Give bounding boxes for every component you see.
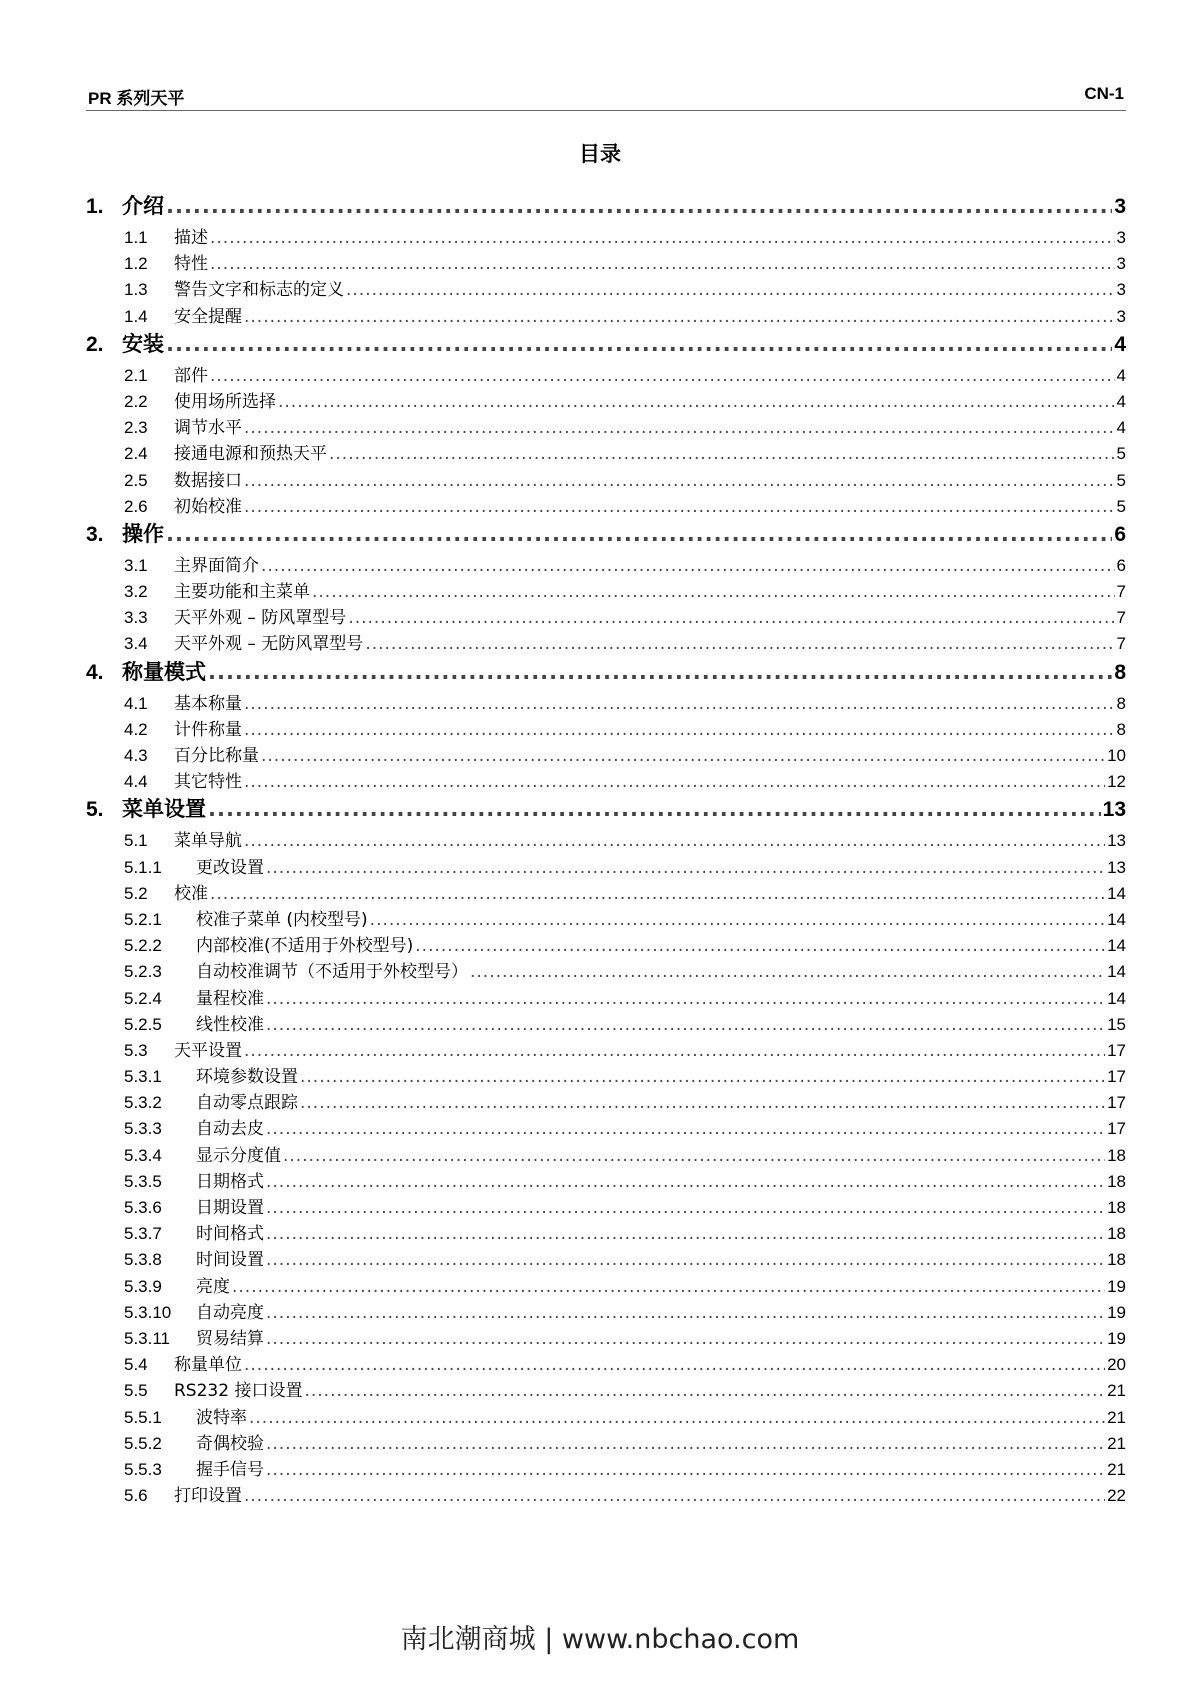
toc-leader-dots	[244, 418, 1115, 438]
toc-entry-page: 21	[1107, 1433, 1126, 1453]
toc-entry[interactable]	[86, 439, 1126, 465]
toc-entry[interactable]	[86, 492, 1126, 518]
toc-entry-number: 1.1	[124, 228, 148, 247]
toc-entry-title: 内部校准(不适用于外校型号)	[196, 936, 414, 957]
toc-entry-title: 时间格式	[196, 1224, 264, 1245]
toc-entry-number: 5.3.4	[124, 1145, 162, 1165]
toc-entry-page: 13	[1107, 831, 1126, 851]
toc-entry-page: 6	[1114, 522, 1126, 546]
toc-entry-page: 4	[1116, 391, 1126, 411]
toc-entry-title: 自动亮度	[196, 1302, 264, 1323]
toc-entry-title: 天平设置	[174, 1040, 242, 1061]
toc-entry-title: 主界面简介	[174, 555, 259, 576]
toc-entry-title: 百分比称量	[174, 746, 259, 766]
toc-entry-page: 14	[1107, 962, 1126, 982]
toc-leader-dots	[266, 989, 1105, 1009]
toc-leader-dots	[210, 884, 1105, 904]
toc-entry-page: 18	[1107, 1171, 1126, 1191]
toc-entry-number: 1.4	[124, 306, 148, 326]
toc-entry-title: 校准	[174, 883, 208, 904]
toc-entry-number: 2.6	[124, 496, 148, 516]
toc-leader-dots	[266, 1460, 1105, 1480]
toc-entry[interactable]	[86, 905, 1126, 931]
toc-entry-number: 5.3.9	[124, 1276, 162, 1296]
toc-entry-number: 5.3.7	[124, 1224, 162, 1244]
toc-leader-dots	[266, 1434, 1105, 1454]
toc-entry-page: 8	[1116, 719, 1126, 739]
toc-entry-page: 15	[1107, 1014, 1126, 1034]
toc-entry-number: 5.3.2	[124, 1093, 162, 1113]
toc-entry-title: 天平外观 – 无防风罩型号	[174, 634, 364, 655]
toc-entry[interactable]	[86, 853, 1126, 879]
toc-leader-dots	[210, 254, 1115, 274]
toc-leader-dots	[244, 307, 1115, 327]
toc-entry[interactable]	[86, 1429, 1126, 1455]
toc-entry-title: 称量单位	[174, 1355, 242, 1376]
toc-entry-page: 18	[1107, 1198, 1126, 1217]
toc-leader-dots	[249, 1408, 1105, 1428]
toc-entry-number: 4.1	[124, 693, 148, 713]
toc-entry-title: 显示分度值	[196, 1145, 281, 1166]
toc-entry[interactable]	[86, 1481, 1126, 1507]
toc-entry-page: 3	[1114, 195, 1126, 218]
toc-leader-dots	[244, 1355, 1105, 1375]
toc-entry[interactable]	[86, 1088, 1126, 1114]
toc-entry[interactable]	[86, 879, 1126, 905]
toc-entry-page: 13	[1102, 798, 1126, 822]
toc-entry-title: 自动校准调节（不适用于外校型号）	[196, 962, 468, 983]
toc-entry[interactable]	[86, 577, 1126, 603]
toc-entry-page: 3	[1116, 280, 1126, 300]
toc-entry-title: 菜单设置	[122, 797, 206, 822]
toc-entry-title: 主要功能和主菜单	[174, 582, 310, 603]
toc-entry-number: 5.2.1	[124, 909, 162, 929]
toc-entry[interactable]	[86, 413, 1126, 439]
toc-entry[interactable]	[86, 793, 1126, 826]
page-header	[86, 80, 1126, 111]
toc-leader-dots	[329, 444, 1115, 464]
toc-entry[interactable]	[86, 1403, 1126, 1429]
toc-entry-number: 3.3	[124, 608, 148, 628]
toc-leader-dots	[244, 831, 1105, 851]
toc-entry-number: 5.2	[124, 883, 148, 903]
toc-entry-number: 5.5.3	[124, 1459, 162, 1479]
table-of-contents	[86, 190, 1126, 1507]
toc-entry-number: 5.3.11	[124, 1328, 171, 1348]
toc-entry-number: 4.4	[124, 772, 148, 792]
toc-leader-dots	[232, 1277, 1105, 1297]
toc-entry-page: 8	[1116, 693, 1126, 713]
toc-entry[interactable]	[86, 741, 1126, 767]
toc-entry-title: 线性校准	[196, 1014, 264, 1035]
toc-entry-number: 5.2.4	[124, 988, 162, 1008]
toc-entry-page: 17	[1107, 1093, 1126, 1113]
toc-entry-number: 5.3	[124, 1040, 148, 1060]
toc-entry-number: 5.5.1	[124, 1407, 162, 1427]
toc-entry-number: 5.2.3	[124, 962, 162, 982]
toc-entry-page: 17	[1107, 1067, 1126, 1087]
toc-entry[interactable]	[86, 249, 1126, 275]
toc-entry-number: 3.4	[124, 634, 148, 654]
toc-entry-title: 量程校准	[196, 988, 264, 1009]
toc-entry-number: 4.	[86, 660, 104, 684]
toc-entry[interactable]	[86, 603, 1126, 629]
toc-heading: 目录	[579, 142, 621, 166]
toc-leader-dots	[266, 1198, 1105, 1218]
toc-leader-dots	[244, 497, 1115, 517]
toc-entry[interactable]	[86, 656, 1126, 689]
toc-leader-dots	[261, 746, 1105, 766]
toc-entry-title: 其它特性	[174, 772, 242, 793]
toc-entry[interactable]	[86, 302, 1126, 328]
toc-leader-dots	[244, 720, 1115, 740]
toc-entry[interactable]	[86, 190, 1126, 223]
toc-entry-number: 2.2	[124, 391, 148, 411]
toc-entry-title: 校准子菜单 (内校型号)	[196, 909, 368, 930]
toc-entry-page: 21	[1107, 1381, 1126, 1401]
toc-entry-number: 5.6	[124, 1486, 148, 1506]
toc-entry[interactable]	[86, 767, 1126, 793]
toc-entry-page: 8	[1114, 660, 1126, 684]
toc-entry-number: 2.4	[124, 444, 148, 464]
toc-entry[interactable]	[86, 826, 1126, 852]
toc-entry[interactable]	[86, 1036, 1126, 1062]
toc-entry-number: 5.1	[124, 831, 148, 851]
toc-entry-page: 18	[1107, 1145, 1126, 1165]
toc-leader-dots	[210, 366, 1115, 386]
toc-leader-dots	[300, 1093, 1105, 1113]
toc-leader-dots	[300, 1067, 1105, 1087]
toc-entry-page: 3	[1116, 228, 1126, 247]
toc-entry-number: 2.5	[124, 470, 148, 490]
toc-entry-number: 5.3.8	[124, 1250, 162, 1270]
toc-entry-title: 特性	[174, 254, 208, 275]
toc-leader-dots	[266, 1015, 1105, 1035]
toc-entry-title: 自动零点跟踪	[196, 1093, 298, 1114]
toc-leader-dots	[346, 280, 1115, 300]
toc-entry-title: RS232 接口设置	[174, 1381, 303, 1402]
toc-entry-title: 日期设置	[196, 1198, 264, 1218]
toc-leader-dots	[261, 556, 1115, 576]
toc-entry-number: 5.4	[124, 1355, 148, 1375]
toc-entry-title: 波特率	[196, 1407, 247, 1428]
toc-entry-page: 7	[1116, 634, 1126, 654]
toc-entry-number: 3.1	[124, 555, 148, 575]
toc-entry-title: 接通电源和预热天平	[174, 444, 327, 465]
toc-entry-title: 奇偶校验	[196, 1433, 264, 1454]
toc-entry-title: 描述	[174, 228, 208, 248]
toc-entry-title: 亮度	[196, 1276, 230, 1297]
toc-leader-dots	[266, 1119, 1105, 1139]
toc-entry-page: 14	[1107, 883, 1126, 903]
toc-entry[interactable]	[86, 629, 1126, 655]
toc-entry-number: 1.2	[124, 254, 148, 274]
toc-entry[interactable]	[86, 984, 1126, 1010]
toc-entry[interactable]	[86, 1141, 1126, 1167]
toc-entry-page: 10	[1107, 746, 1126, 765]
toc-entry-number: 2.	[86, 332, 104, 356]
toc-entry-title: 菜单导航	[174, 831, 242, 852]
toc-entry-number: 5.5	[124, 1381, 148, 1401]
toc-entry-number: 1.3	[124, 280, 148, 300]
toc-entry-page: 5	[1116, 444, 1126, 464]
toc-entry-title: 计件称量	[174, 719, 242, 740]
toc-entry-page: 18	[1107, 1250, 1126, 1270]
toc-entry-page: 4	[1116, 365, 1126, 385]
toc-leader-dots	[244, 471, 1115, 491]
toc-entry-page: 6	[1116, 555, 1126, 575]
toc-entry-page: 12	[1107, 772, 1126, 792]
toc-entry-number: 5.3.10	[124, 1302, 172, 1322]
toc-entry-page: 20	[1107, 1355, 1126, 1375]
page-number-label: CN-1	[1084, 84, 1124, 103]
toc-leader-dots	[304, 1381, 1105, 1401]
toc-entry-page: 14	[1107, 936, 1126, 956]
toc-entry-title: 称量模式	[122, 659, 206, 684]
toc-entry[interactable]	[86, 1376, 1126, 1402]
toc-entry[interactable]	[86, 223, 1126, 249]
toc-entry[interactable]	[86, 715, 1126, 741]
toc-entry-page: 14	[1107, 909, 1126, 929]
toc-entry[interactable]	[86, 466, 1126, 492]
toc-leader-dots	[166, 194, 1112, 218]
toc-entry-page: 3	[1116, 306, 1126, 326]
toc-entry[interactable]	[86, 361, 1126, 387]
toc-entry[interactable]	[86, 1219, 1126, 1245]
toc-entry-number: 4.2	[124, 719, 148, 739]
toc-leader-dots	[370, 910, 1105, 930]
toc-leader-dots	[266, 1172, 1105, 1192]
toc-entry[interactable]	[86, 328, 1126, 361]
toc-entry[interactable]	[86, 1272, 1126, 1298]
toc-entry[interactable]	[86, 518, 1126, 551]
toc-entry-title: 环境参数设置	[196, 1067, 298, 1088]
toc-entry-number: 1.	[86, 195, 104, 218]
toc-entry-number: 5.3.1	[124, 1067, 162, 1087]
footer-watermark: 南北潮商城 | www.nbchao.com	[400, 1624, 800, 1655]
toc-entry-title: 介绍	[122, 194, 164, 218]
toc-entry-number: 5.3.6	[124, 1198, 162, 1217]
toc-entry[interactable]	[86, 1114, 1126, 1140]
toc-leader-dots	[166, 522, 1112, 546]
toc-leader-dots	[470, 962, 1105, 982]
toc-entry[interactable]	[86, 1010, 1126, 1036]
toc-entry[interactable]	[86, 387, 1126, 413]
toc-leader-dots	[312, 582, 1115, 602]
toc-entry-page: 19	[1107, 1276, 1126, 1296]
toc-entry-title: 安装	[122, 331, 164, 356]
toc-entry-number: 3.2	[124, 582, 148, 602]
toc-entry-page: 5	[1116, 470, 1126, 490]
toc-entry-page: 4	[1114, 332, 1126, 356]
toc-entry-title: 握手信号	[196, 1459, 264, 1480]
toc-entry-number: 3.	[86, 522, 104, 546]
toc-entry-page: 19	[1107, 1328, 1126, 1348]
toc-entry-page: 17	[1107, 1119, 1126, 1139]
toc-entry-page: 17	[1107, 1040, 1126, 1060]
toc-entry-page: 14	[1107, 988, 1126, 1008]
toc-leader-dots	[208, 660, 1112, 684]
toc-entry-page: 7	[1116, 582, 1126, 602]
toc-entry[interactable]	[86, 275, 1126, 301]
toc-leader-dots	[244, 772, 1105, 792]
toc-entry[interactable]	[86, 1298, 1126, 1324]
toc-entry-page: 22	[1107, 1486, 1126, 1506]
toc-leader-dots	[244, 1041, 1105, 1061]
toc-entry-title: 警告文字和标志的定义	[174, 280, 344, 301]
toc-entry-number: 5.5.2	[124, 1433, 162, 1453]
toc-leader-dots	[244, 694, 1115, 714]
toc-entry-page: 18	[1107, 1224, 1126, 1244]
toc-entry-page: 7	[1116, 608, 1126, 628]
toc-entry-number: 2.1	[124, 365, 148, 385]
toc-leader-dots	[365, 634, 1114, 654]
toc-leader-dots	[266, 1250, 1105, 1270]
toc-leader-dots	[283, 1146, 1105, 1166]
toc-entry-page: 21	[1107, 1407, 1126, 1427]
toc-entry[interactable]	[86, 1324, 1126, 1350]
toc-entry-number: 5.1.1	[124, 857, 162, 877]
toc-entry-number: 2.3	[124, 418, 148, 438]
toc-leader-dots	[278, 392, 1115, 412]
toc-entry-page: 3	[1116, 254, 1126, 274]
toc-leader-dots	[266, 858, 1105, 878]
toc-leader-dots	[208, 797, 1101, 821]
toc-leader-dots	[348, 608, 1114, 628]
toc-entry-title: 贸易结算	[196, 1328, 264, 1349]
toc-entry-page: 5	[1116, 496, 1126, 516]
toc-entry[interactable]	[86, 1350, 1126, 1376]
toc-leader-dots	[415, 936, 1105, 956]
toc-entry[interactable]	[86, 689, 1126, 715]
toc-entry-title: 操作	[122, 521, 164, 546]
toc-entry-number: 5.3.5	[124, 1171, 162, 1191]
toc-entry[interactable]	[86, 1245, 1126, 1271]
toc-entry-title: 时间设置	[196, 1250, 264, 1271]
toc-entry-title: 数据接口	[174, 470, 242, 491]
toc-leader-dots	[210, 228, 1115, 248]
toc-entry-title: 更改设置	[196, 857, 264, 878]
toc-leader-dots	[266, 1303, 1105, 1323]
toc-entry-title: 基本称量	[174, 693, 242, 714]
toc-entry-page: 19	[1107, 1302, 1126, 1322]
document-title: PR 系列天平	[88, 89, 185, 108]
toc-entry-number: 4.3	[124, 746, 148, 765]
toc-leader-dots	[266, 1224, 1105, 1244]
toc-entry-title: 安全提醒	[174, 306, 242, 327]
toc-leader-dots	[244, 1486, 1105, 1506]
toc-entry-title: 日期格式	[196, 1171, 264, 1192]
toc-entry-page: 13	[1107, 857, 1126, 877]
toc-entry-title: 打印设置	[174, 1486, 242, 1507]
toc-entry[interactable]	[86, 931, 1126, 957]
toc-entry-title: 调节水平	[174, 418, 242, 439]
toc-leader-dots	[266, 1329, 1105, 1349]
toc-entry-number: 5.	[86, 798, 104, 822]
toc-entry[interactable]	[86, 957, 1126, 983]
toc-entry-number: 5.2.5	[124, 1014, 162, 1034]
toc-entry-title: 天平外观 – 防风罩型号	[174, 608, 347, 629]
toc-leader-dots	[166, 332, 1112, 356]
toc-entry-title: 初始校准	[174, 496, 242, 517]
toc-entry[interactable]	[86, 1167, 1126, 1193]
toc-entry-title: 使用场所选择	[174, 391, 276, 412]
toc-entry[interactable]	[86, 551, 1126, 577]
toc-entry-title: 部件	[174, 365, 208, 386]
toc-entry-number: 5.2.2	[124, 936, 162, 956]
toc-entry[interactable]	[86, 1062, 1126, 1088]
toc-entry[interactable]	[86, 1193, 1126, 1219]
toc-entry-title: 自动去皮	[196, 1119, 264, 1140]
toc-entry-page: 4	[1116, 418, 1126, 438]
toc-entry-number: 5.3.3	[124, 1119, 162, 1139]
toc-entry-page: 21	[1107, 1459, 1126, 1479]
toc-entry[interactable]	[86, 1455, 1126, 1481]
